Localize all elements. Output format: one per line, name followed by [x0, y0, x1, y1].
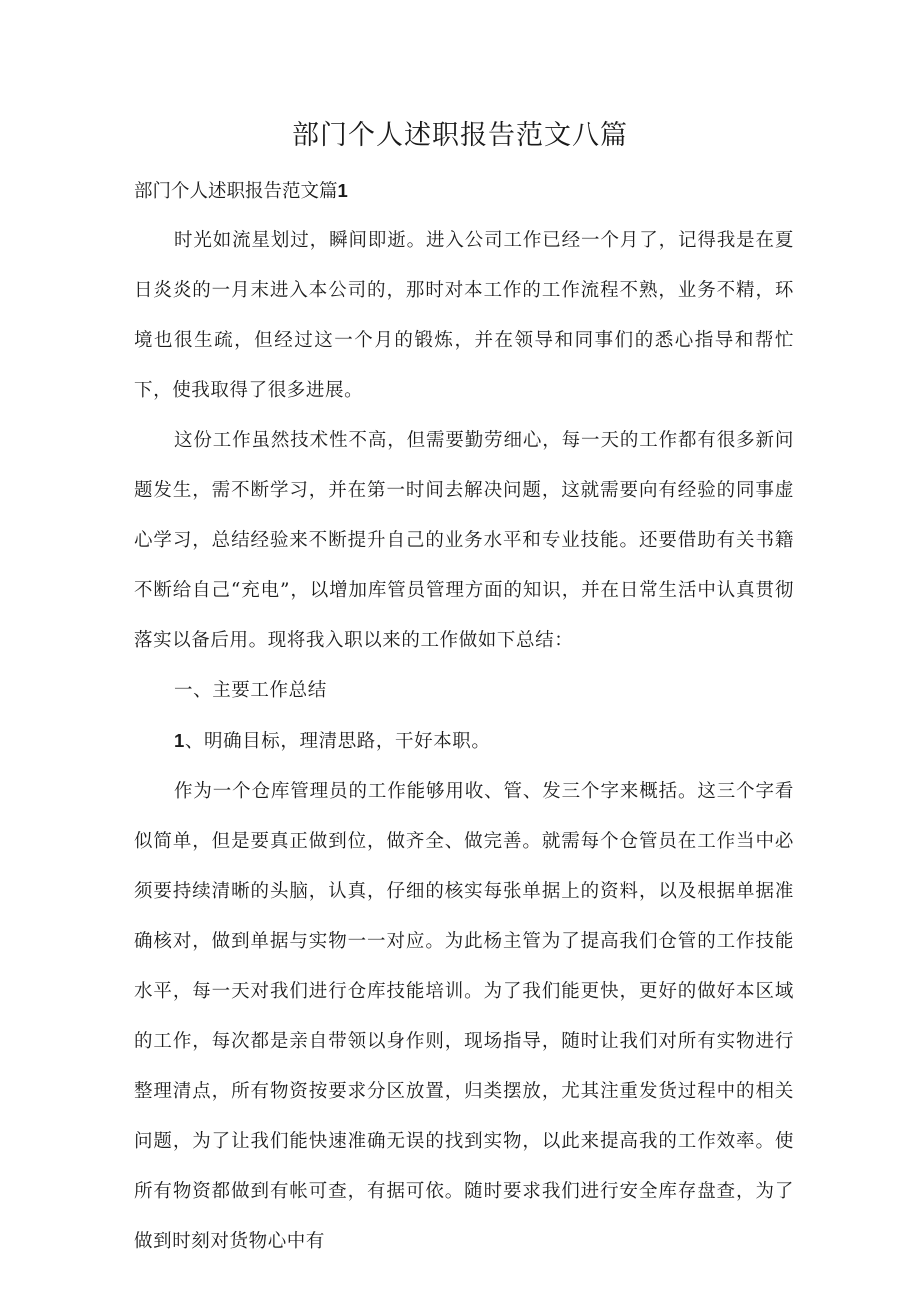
list-item-number: 1	[174, 730, 185, 751]
subheading-main-work-summary: 一、主要工作总结	[174, 680, 327, 701]
list-item-text: 、明确目标，理清思路，干好本职。	[184, 731, 491, 752]
paragraph-work-nature: 这份工作虽然技术性不高，但需要勤劳细心，每一天的工作都有很多新问题发生，需不断学习，并在第一时间去解决问题，这就需要向有经验的同事虚心学习，总结经验来不断提升自己的业务水平和专业技能。还要借助有关书籍不断给自己“充电”，以增加库管员管理方面的知识，并在日常生活中认真贯彻落实以备后用。现将我入职以来的工作做如下总结：	[134, 430, 794, 651]
paragraph-warehouse-duties: 作为一个仓库管理员的工作能够用收、管、发三个字来概括。这三个字看似简单，但是要真正做到位，做齐全、做完善。就需每个仓管员在工作当中必须要持续清晰的头脑，认真，仔细的核实每张单据上的资料，以及根据单据准确核对，做到单据与实物一一对应。为此杨主管为了提高我们仓管的工作技能水平，每一天对我们进行仓库技能培训。为了我们能更快，更好的做好本区域的工作，每次都是亲自带领以身作则，现场指导，随时让我们对所有实物进行整理清点，所有物资按要求分区放置，归类摆放，尤其注重发货过程中的相关问题，为了让我们能快速准确无误的找到实物，以此来提高我的工作效率。使所有物资都做到有帐可查，有据可依。随时要求我们进行安全库存盘查，为了做到时刻对货物心中有	[134, 781, 794, 1252]
section-heading	[134, 176, 348, 207]
document-title: 部门个人述职报告范文八篇	[292, 120, 628, 151]
document-body	[134, 216, 794, 1267]
section-heading-number: 1	[337, 180, 348, 201]
list-item-1	[134, 716, 794, 767]
section-heading-text: 部门个人述职报告范文篇	[134, 181, 338, 202]
paragraph-intro: 时光如流星划过，瞬间即逝。进入公司工作已经一个月了，记得我是在夏日炎炎的一月末进入本公司的，那时对本工作的工作流程不熟，业务不精，环境也很生疏，但经过这一个月的锻炼，并在领导和同事们的悉心指导和帮忙下，使我取得了很多进展。	[134, 230, 794, 401]
